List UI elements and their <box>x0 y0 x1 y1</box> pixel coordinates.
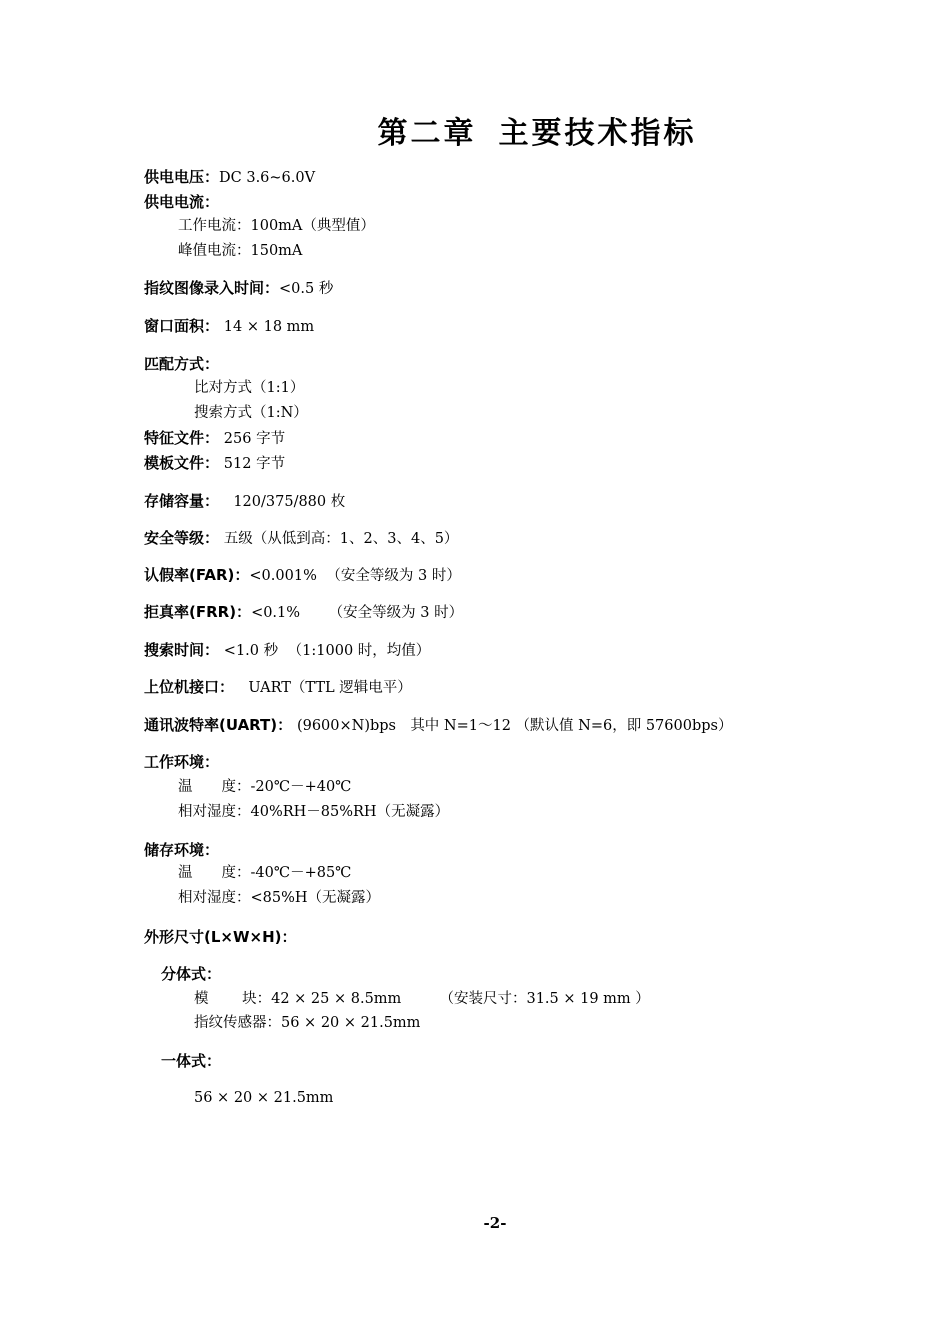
split-type-row <box>161 964 221 984</box>
supply-voltage-label: 供电电压： <box>144 168 220 186</box>
integrated-type-row <box>161 1051 221 1071</box>
frr-note: （安全等级为 3 时） <box>328 605 464 621</box>
chapter-number: 第二章 <box>377 116 477 151</box>
search-time-row <box>144 640 430 661</box>
supply-current-row <box>144 192 219 212</box>
baud-rate-note: 其中 N=1～12 （默认值 N=6，即 57600bps） <box>410 718 733 734</box>
frr-row <box>144 602 463 623</box>
match-mode-label: 匹配方式： <box>144 355 220 373</box>
search-mode: 搜索方式（1:N） <box>194 405 308 421</box>
entry-time-value: <0.5 秒 <box>279 281 334 297</box>
feature-file-row <box>144 428 285 449</box>
template-file-value: 512 字节 <box>223 456 286 472</box>
feature-file-label: 特征文件： <box>144 429 220 447</box>
chapter-name: 主要技术指标 <box>498 116 697 151</box>
work-env-label: 工作环境： <box>144 753 220 771</box>
security-level-row <box>144 528 458 549</box>
storage-env-label: 储存环境： <box>144 841 220 859</box>
window-area-label: 窗口面积： <box>144 317 220 335</box>
integrated-size: 56 × 20 × 21.5mm <box>194 1090 334 1106</box>
module-install-size: （安装尺寸：31.5 × 19 mm ） <box>439 991 650 1007</box>
host-interface-value: UART（TTL 逻辑电平） <box>248 680 412 696</box>
feature-file-value: 256 字节 <box>223 431 286 447</box>
storage-env-row <box>144 840 219 860</box>
security-level-label: 安全等级： <box>144 529 220 547</box>
search-time-note: （1:1000 时，均值） <box>287 643 431 659</box>
frr-label: 拒真率(FRR)： <box>144 603 252 621</box>
supply-voltage-row <box>144 167 315 188</box>
page-number: -2- <box>483 1214 507 1232</box>
work-humidity: 相对湿度：40%RH－85%RH（无凝露） <box>178 804 450 820</box>
module-size-row <box>194 988 650 1009</box>
dimensions-row <box>144 927 297 947</box>
host-interface-row <box>144 677 412 698</box>
split-type-label: 分体式： <box>161 965 222 983</box>
search-time-label: 搜索时间： <box>144 641 220 659</box>
integrated-type-label: 一体式： <box>161 1052 222 1070</box>
search-time-value: <1.0 秒 <box>223 643 279 659</box>
security-level-value: 五级（从低到高：1、2、3、4、5） <box>223 531 459 547</box>
dimensions-label: 外形尺寸(L×W×H)： <box>144 928 297 946</box>
entry-time-label: 指纹图像录入时间： <box>144 279 280 297</box>
baud-rate-value: (9600×N)bps <box>296 718 396 734</box>
match-mode-row <box>144 354 219 374</box>
window-area-row <box>144 316 314 337</box>
storage-temperature: 温 度：-40℃－+85℃ <box>178 865 352 881</box>
chapter-title <box>0 108 950 152</box>
baud-rate-label: 通讯波特率(UART)： <box>144 716 293 734</box>
storage-label: 存储容量： <box>144 492 220 510</box>
frr-value: <0.1% <box>251 605 301 621</box>
module-size: 模 块：42 × 25 × 8.5mm <box>194 991 402 1007</box>
template-file-row <box>144 453 285 474</box>
storage-humidity: 相对湿度：<85%H（无凝露） <box>178 890 381 906</box>
far-note: （安全等级为 3 时） <box>326 568 461 584</box>
template-file-label: 模板文件： <box>144 454 220 472</box>
entry-time-row <box>144 278 333 299</box>
sensor-size: 指纹传感器：56 × 20 × 21.5mm <box>194 1015 421 1031</box>
host-interface-label: 上位机接口： <box>144 678 235 696</box>
storage-row <box>144 491 345 512</box>
compare-mode: 比对方式（1:1） <box>194 380 305 396</box>
supply-current-label: 供电电流： <box>144 193 220 211</box>
working-current: 工作电流：100mA（典型值） <box>178 218 375 234</box>
peak-current: 峰值电流：150mA <box>178 243 303 259</box>
baud-rate-row <box>144 715 732 736</box>
work-temperature: 温 度：-20℃－+40℃ <box>178 779 352 795</box>
storage-value: 120/375/880 枚 <box>233 494 346 510</box>
far-value: <0.001% <box>249 568 317 584</box>
work-env-row <box>144 752 219 772</box>
far-row <box>144 565 461 586</box>
window-area-value: 14 × 18 mm <box>223 319 315 335</box>
supply-voltage-value: DC 3.6~6.0V <box>219 170 316 186</box>
far-label: 认假率(FAR)： <box>144 566 250 584</box>
